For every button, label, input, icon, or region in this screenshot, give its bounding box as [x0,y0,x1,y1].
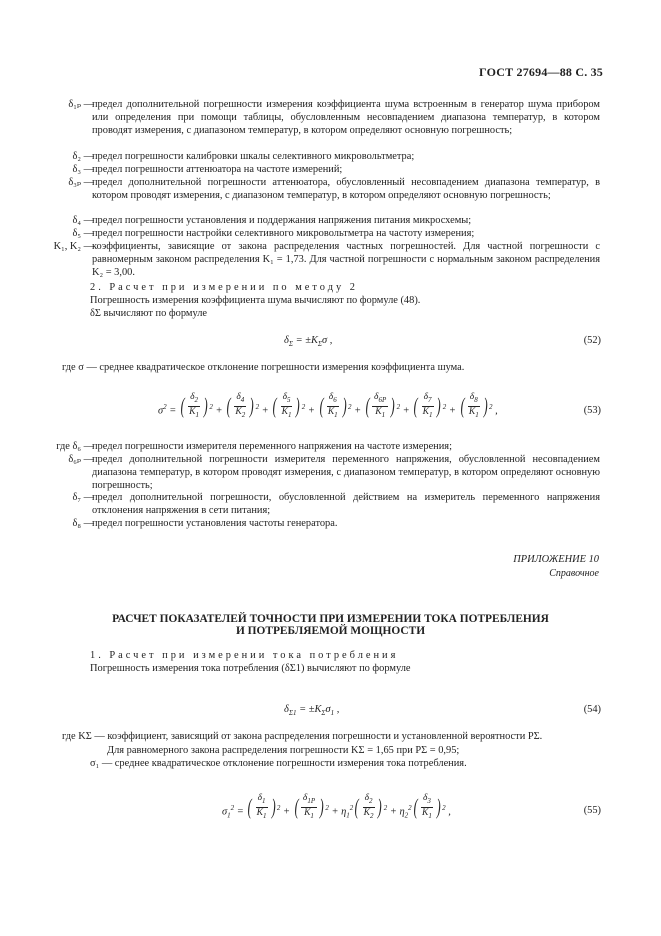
method2-line1: Погрешность измерения коэффициента шума вычисляют по формуле (48). [90,295,421,306]
definition-text: предел дополнительной погрешности аттенюатора, обусловленный несовпадением диапазона температур, в котором проводят измерения, с диапазоном температур, в котором определяют основную погрешность; [92,177,600,201]
eq52-where: где σ — среднее квадратическое отклонение погрешности измерения коэффициента шума. [62,362,465,373]
section-title-line1: РАСЧЕТ ПОКАЗАТЕЛЕЙ ТОЧНОСТИ ПРИ ИЗМЕРЕНИИ ТОКА ПОТРЕБЛЕНИЯ [112,613,549,625]
definition-item [66,453,600,492]
eq54-where3: σ₁ — среднее квадратическое отклонение погрешности измерения тока потребления. [90,758,467,769]
definition-item [66,227,600,240]
s1-heading: 1. Расчет при измерении тока потребления [90,650,399,661]
definition-item [66,98,600,137]
eq54-where: где KΣ — коэффициент, зависящий от закона распределения погрешности и установленной вероятности PΣ. [62,731,543,742]
definition-symbol: δ₃ — [72,164,94,175]
definition-symbol: δ₈ — [72,518,94,529]
definition-symbol: K₁, K₂ — [53,241,94,252]
definition-text: предел погрешности установления частоты генератора. [92,518,338,529]
definition-text: предел дополнительной погрешности, обусловленной действием на измеритель переменного напряжения отклонения напряжения в сети питания; [92,492,600,516]
definition-symbol: где δ₆ — [56,441,94,452]
eq54-where2: Для равномерного закона распределения погрешности KΣ = 1,65 при PΣ = 0,95; [107,745,460,756]
equation-55-number: (55) [583,805,601,816]
definition-symbol: δ₂ — [72,151,94,162]
definition-item [66,176,600,202]
definition-text: предел дополнительной погрешности измерителя переменного напряжения, обусловленной несовпадением диапазона температур, в котором проводят измерения, с диапазоном температур, в котором определяют основную погрешность; [92,454,600,491]
definition-text: предел погрешности аттенюатора на частоте измерений; [92,164,343,175]
definition-item [66,214,600,227]
definition-item [66,517,600,530]
equation-52-number: (52) [583,335,601,346]
equation-52: $\delta_\Sigma = \pm K_\Sigma\sigma$ , [284,335,333,349]
s1-line: Погрешность измерения тока потребления (δΣ1) вычисляют по формуле [90,663,411,674]
appendix-label: ПРИЛОЖЕНИЕ 10 [513,554,599,565]
definition-item [66,491,600,517]
definition-symbol: δ₁ₚ — [68,99,94,110]
definition-item [56,440,600,453]
definition-text: предел погрешности настройки селективного микровольтметра на частоту измерения; [92,228,475,239]
definition-text: предел погрешности установления и поддержания напряжения питания микросхемы; [92,215,472,226]
definition-symbol: δ₇ — [72,492,94,503]
definition-text: предел погрешности калибровки шкалы селективного микровольтметра; [92,151,415,162]
definition-item [66,150,600,163]
equation-55: $\sigma_1^2$ = ( $\frac{\delta_1}{K_1}$ ) $^2$ + ( $\frac{\delta_{1P}}{K_1}$ ) $^2 + \eta_1^2$ ( $\frac{\delta_2}{K_2}$ ) $^2 + \eta_2^2$ ( $\frac{\delta_3}{K_1}$ ) $^2$ , [222,793,451,820]
definition-symbol: δ₃ₚ — [68,177,94,188]
section-title-line2: И ПОТРЕБЛЯЕМОЙ МОЩНОСТИ [235,625,426,637]
equation-53-number: (53) [583,405,601,416]
method2-heading: 2. Расчет при измерении по методу 2 [90,282,358,293]
definition-item [66,163,600,176]
equation-54: $\delta_{\Sigma 1} = \pm K_\Sigma\sigma_1$ , [284,704,340,718]
appendix-subtitle: Справочное [549,568,599,579]
page-header: ГОСТ 27694—88 С. 35 [479,65,603,79]
definition-symbol: δ₄ — [72,215,94,226]
definition-text: предел дополнительной погрешности измерения коэффициента шума встроенным в генератор шума прибором или определения при помощи таблицы, обусловленным несовпадением диапазона температур, в котором проводят измерения, с диапазоном температур, в котором определяют основную погрешность; [92,99,600,136]
definition-item [53,240,600,279]
definition-symbol: δ₆ₚ — [68,454,94,465]
equation-54-number: (54) [583,704,601,715]
definition-text: коэффициенты, зависящие от закона распределения частных погрешностей. Для частной погрешности с равномерным законом распределения K₁ = 1,73. Для частной погрешности с нормальным законом распределения K₂ = 3,00. [92,241,600,278]
method2-line2: δΣ вычисляют по формуле [90,308,207,319]
definition-text: предел погрешности измерителя переменного напряжения на частоте измерения; [92,441,452,452]
equation-53: $\sigma^2$ = ( $\frac{\delta_2}{K_1}$ ) $^2$ + ( $\frac{\delta_4}{K_2}$ ) $^2$ + ( $\frac{\delta_5}{K_1}$ ) $^2$ + ( $\frac{\delta_6}{K_1}$ ) $^2$ + ( $\frac{\delta_{6P}}{K_1}$ ) $^2$ + ( $\frac{\delta_7}{K_1}$ ) $^2$ + ( $\frac{\delta_8}{K_1}$ ) $^2$ , [158,392,498,419]
definition-symbol: δ₅ — [72,228,94,239]
